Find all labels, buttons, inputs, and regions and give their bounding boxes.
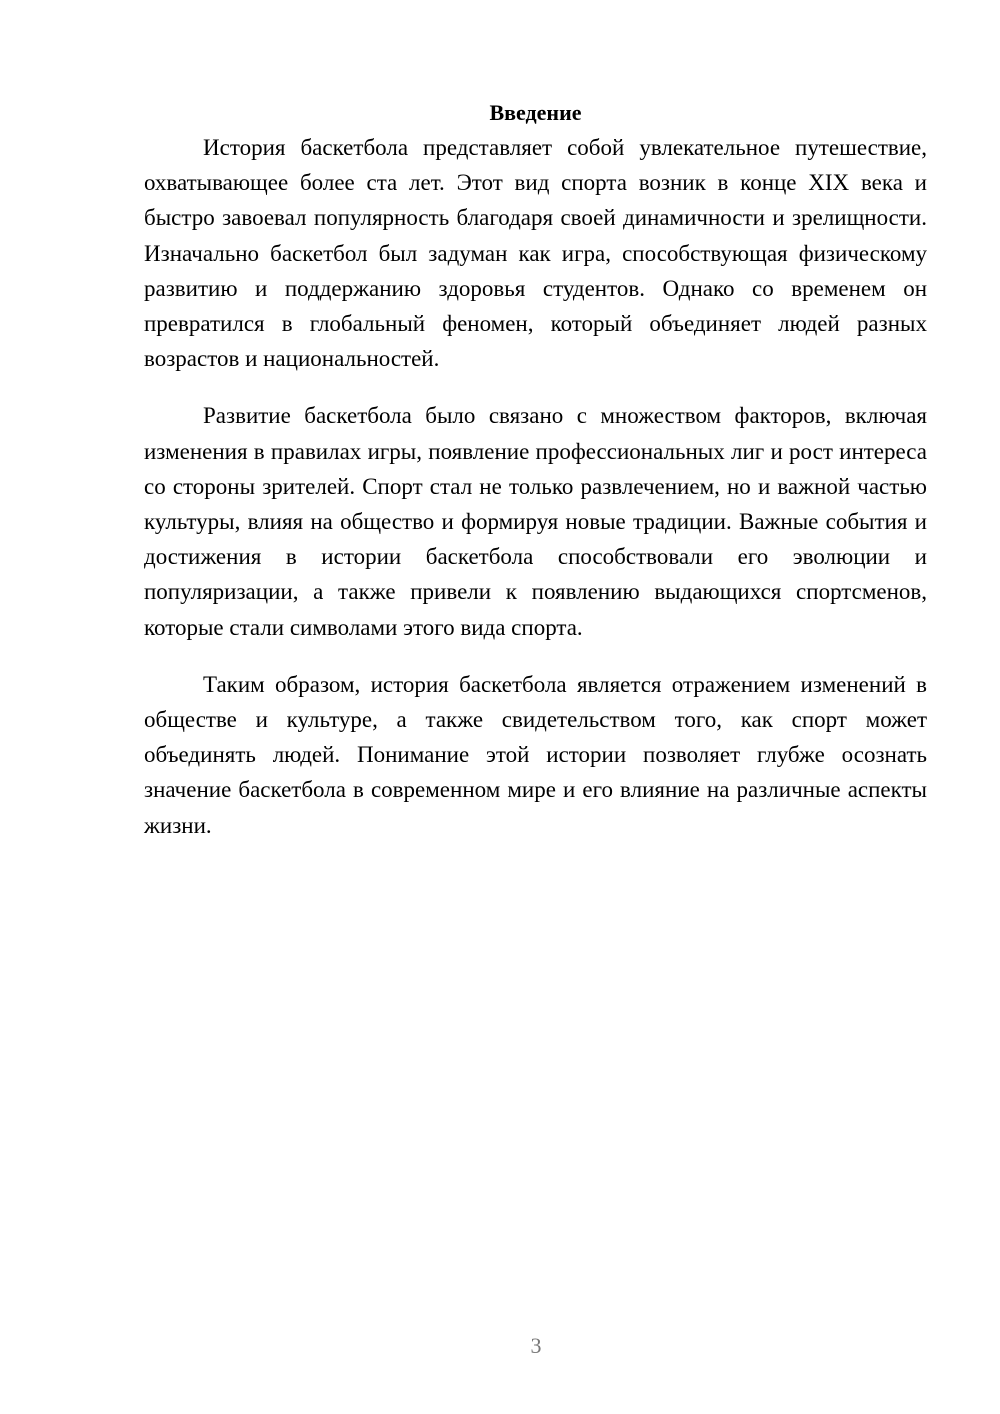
page-number: 3 [530, 1333, 542, 1358]
paragraph-history: История баскетбола представляет собой увлекательное путешествие, охватывающее более ста лет. Этот вид спорта возник в конце XIX века и быстро завоевал популярность благодаря своей динамичности и зрелищности. Изначально баскетбол был задуман как игра, способствующая физическому развитию и поддержанию здоровья студентов. Однако со временем он превратился в глобальный феномен, который объединяет людей разных возрастов и национальностей. [144, 135, 927, 372]
document-body [144, 95, 927, 865]
document-title: Введение [489, 100, 582, 125]
paragraph-conclusion: Таким образом, история баскетбола является отражением изменений в обществе и культуре, а также свидетельством того, как спорт может объединять людей. Понимание этой истории позволяет глубже осознать значение баскетбола в современном мире и его влияние на различные аспекты жизни. [144, 671, 927, 838]
paragraph-development: Развитие баскетбола было связано с множеством факторов, включая изменения в правилах игры, появление профессиональных лиг и рост интереса со стороны зрителей. Спорт стал не только развлечением, но и важной частью культуры, влияя на общество и формируя новые традиции. Важные события и достижения в истории баскетбола способствовали его эволюции и популяризации, а также привели к появлению выдающихся спортсменов, которые стали символами этого вида спорта. [144, 403, 927, 640]
